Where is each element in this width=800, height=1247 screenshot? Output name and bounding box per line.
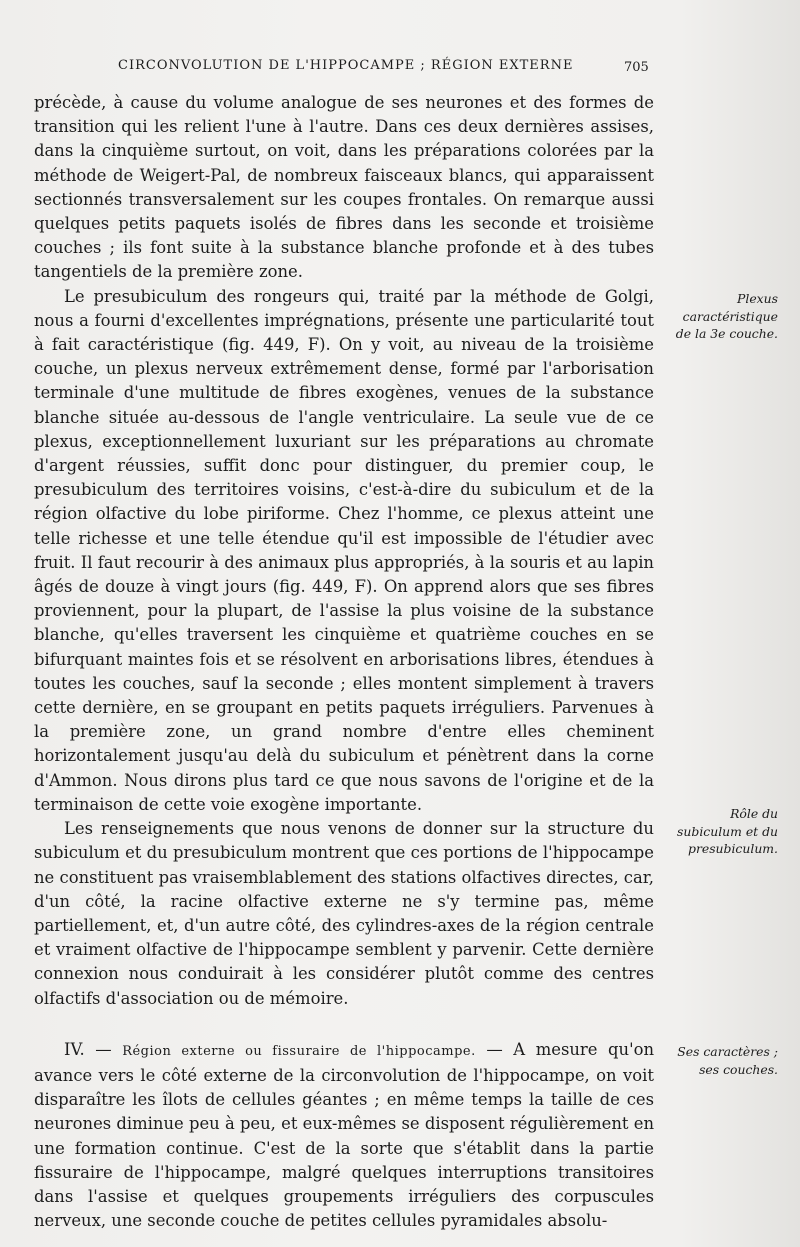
paragraph-continued: précède, à cause du volume analogue de ses neurones et des formes de transition qui les relient l'une à l'autre. Dans ces deux dernières assises, dans la cinquième surtout, on voit, dans les préparations colorées par la méthode de Weigert-Pal, de nombreux faisceaux blancs, qui apparaissent sectionnés transversalement sur les coupes frontales. On remarque aussi quelques petits paquets isolés de fibres dans les seconde et troisième couches ; ils font suite à la substance blanche profonde et à des tubes tangentiels de la première zone. — [34, 93, 654, 282]
section-iv — [34, 1038, 654, 1234]
margin-note-plexus: Plexus caractéristique de la 3e couche. — [675, 291, 778, 341]
section-text: — A mesure qu'on avance vers le côté externe de la circonvolution de l'hippocampe, on voit disparaître les îlots de cellules géantes ; en même temps la taille de ces neurones diminue peu à peu, et eux-mêmes se disposent régulièrement en une formation continue. C'est de la sorte que s'établit dans la partie fissuraire de l'hippocampe, malgré quelques interruptions transitoires dans l'assise et quelques groupements irréguliers des corpuscules nerveux, une seconde couche de petites cellules pyramidales absolu- — [34, 1039, 655, 1231]
paragraph-renseignements: Les renseignements que nous venons de donner sur la structure du subiculum et du presubiculum montrent que ces portions de l'hippocampe ne constituent pas vraisemblablement des stations olfactives directes, car, d'un côté, la racine olfactive externe ne s'y termine pas, même partiellement, et, d'un autre côté, des cylindres-axes de la région centrale et vraiment olfactive de l'hippocampe semblent y parvenir. Cette dernière connexion nous conduirait à les considérer plutôt comme des centres olfactifs d'association ou de mémoire. — [34, 819, 654, 1008]
section-numeral: IV. — — [64, 1039, 123, 1059]
page-number: 705 — [624, 60, 649, 75]
margin-note-role: Rôle du subiculum et du presubiculum. — [677, 806, 778, 856]
margin-note-caracteres: Ses caractères ; ses couches. — [677, 1044, 778, 1077]
running-header: CIRCONVOLUTION DE L'HIPPOCAMPE ; RÉGION EXTERNE — [118, 58, 574, 73]
main-text — [34, 91, 654, 1233]
section-heading: Région externe ou fissuraire de l'hippocampe. — [122, 1043, 476, 1059]
paragraph-presubiculum-rodents: Le presubiculum des rongeurs qui, traité par la méthode de Golgi, nous a fourni d'excellentes imprégnations, présente une particularité tout à fait caractéristique (fig. 449, F). On y voit, au niveau de la troisième couche, un plexus nerveux extrêmement dense, formé par l'arborisation terminale d'une multitude de fibres exogènes, venues de la substance blanche située au-dessous de l'angle ventriculaire. La seule vue de ce plexus, exceptionnellement luxuriant sur les préparations au chromate d'argent réussies, suffit donc pour distinguer, du premier coup, le presubiculum des territoires voisins, c'est-à-dire du subiculum et de la région olfactive du lobe piriforme. Chez l'homme, ce plexus atteint une telle richesse et une telle étendue qu'il est impossible de l'étudier avec fruit. Il faut recourir à des animaux plus appropriés, à la souris et au lapin âgés de douze à vingt jours (fig. 449, F). On apprend alors que ses fibres proviennent, pour la plupart, de l'assise la plus voisine de la substance blanche, qu'elles traversent les cinquième et quatrième couches en se bifurquant maintes fois et se résolvent en arborisations libres, étendues à toutes les couches, sauf la seconde ; elles montent simplement à travers cette dernière, en se groupant en petits paquets irréguliers. Parvenues à la première zone, un grand nombre d'entre elles cheminent horizontalement jusqu'au delà du subiculum et pénètrent dans la corne d'Ammon. Nous dirons plus tard ce que nous savons de l'origine et de la terminaison de cette voie exogène importante. — [34, 286, 654, 814]
